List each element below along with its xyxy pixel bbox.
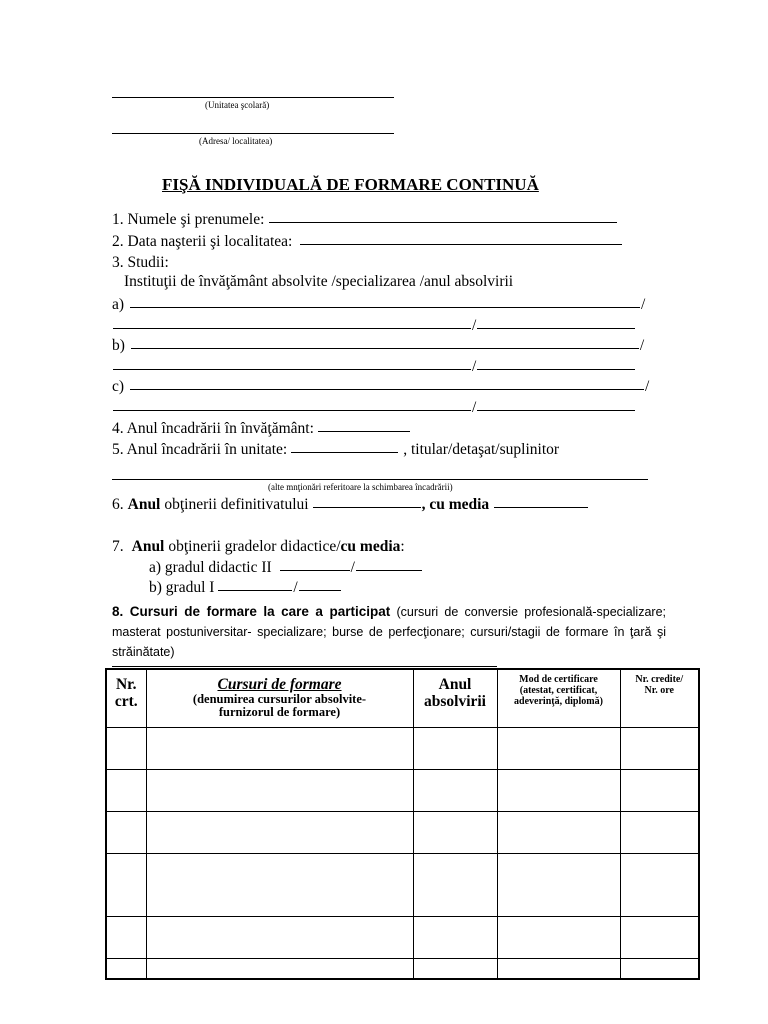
- study-b-input[interactable]: [131, 348, 639, 349]
- institutions-label: Instituţii de învăţământ absolvite /specializarea /anul absolvirii: [124, 273, 514, 290]
- cell-credits[interactable]: [620, 811, 699, 853]
- study-a-second-line: [112, 317, 636, 335]
- col-cert-header: [497, 669, 620, 727]
- grades-number: 7.: [112, 538, 124, 555]
- cell-certification[interactable]: [497, 727, 620, 769]
- grades-field: [112, 538, 405, 556]
- grades-colon: :: [400, 538, 405, 555]
- cell-certification[interactable]: [497, 958, 620, 979]
- hire-unit-field: [112, 441, 559, 459]
- study-a-field: [112, 296, 645, 314]
- hire-unit-input[interactable]: [291, 452, 398, 453]
- col-courses-header: [146, 669, 413, 727]
- cell-credits[interactable]: [620, 958, 699, 979]
- grade1-media-input[interactable]: [299, 590, 341, 591]
- col-cert-subtitle: (atestat, certificat, adeverinţă, diplomă): [514, 685, 603, 707]
- definitive-year-input[interactable]: [313, 507, 421, 508]
- cell-year[interactable]: [413, 958, 497, 979]
- courses-details: (cursuri de conversie profesională-specializare; masterat postuniversitar- specializare; burse de perfecţionare; cursuri/stagii de formare în ţară şi străinătate): [112, 605, 666, 659]
- grades-media-label: cu media: [340, 538, 401, 555]
- cell-credits[interactable]: [620, 727, 699, 769]
- col-nr-label: Nr.: [115, 676, 137, 693]
- cell-year[interactable]: [413, 916, 497, 958]
- birth-input[interactable]: [300, 244, 622, 245]
- hire-note-caption: (alte mnţionări referitoare la schimbarea încadrării): [268, 482, 453, 492]
- cell-course[interactable]: [146, 916, 413, 958]
- study-b-year-input[interactable]: [477, 369, 635, 370]
- study-c-specialization-input[interactable]: [113, 410, 471, 411]
- grades-label: obţinerii gradelor didactice/: [168, 538, 341, 555]
- grades-bold-label: Anul: [131, 538, 165, 555]
- address-line[interactable]: [112, 133, 394, 134]
- study-b-label: b): [112, 337, 125, 354]
- table-row: [106, 853, 699, 916]
- definitive-media-label: , cu media: [421, 496, 490, 513]
- cell-certification[interactable]: [497, 811, 620, 853]
- courses-label: 8. Cursuri de formare la care a participat: [112, 604, 391, 619]
- slash: /: [472, 358, 477, 375]
- col-year-label-1: Anul: [438, 676, 472, 693]
- study-b-field: [112, 337, 644, 355]
- courses-note: [112, 602, 666, 662]
- hire-education-field: [112, 420, 411, 438]
- grade1-year-input[interactable]: [218, 590, 292, 591]
- studies-label: 3. Studii:: [112, 254, 169, 271]
- name-label: 1. Numele şi prenumele:: [112, 211, 265, 228]
- cell-nr[interactable]: [106, 769, 146, 811]
- study-c-field: [112, 378, 649, 396]
- table-row: [106, 916, 699, 958]
- study-a-year-input[interactable]: [477, 328, 635, 329]
- cell-course[interactable]: [146, 811, 413, 853]
- slash: /: [645, 378, 650, 395]
- study-a-specialization-input[interactable]: [113, 328, 471, 329]
- definitive-label: obţinerii definitivatului: [164, 496, 309, 513]
- name-field: [112, 211, 618, 229]
- grade2-field: [149, 559, 423, 577]
- cell-nr[interactable]: [106, 811, 146, 853]
- school-name-line[interactable]: [112, 97, 394, 98]
- table-row: [106, 811, 699, 853]
- grade2-year-input[interactable]: [280, 570, 350, 571]
- name-input[interactable]: [269, 222, 617, 223]
- definitive-field: [112, 496, 589, 514]
- cell-nr[interactable]: [106, 916, 146, 958]
- cell-certification[interactable]: [497, 916, 620, 958]
- col-crt-label: crt.: [114, 693, 138, 710]
- birth-field: [112, 233, 623, 251]
- slash: /: [472, 399, 477, 416]
- hire-education-label: 4. Anul încadrării în învăţământ:: [112, 420, 314, 437]
- col-nr-header: [106, 669, 146, 727]
- hire-education-input[interactable]: [318, 431, 410, 432]
- study-a-input[interactable]: [130, 307, 640, 308]
- page-title: FIŞĂ INDIVIDUALĂ DE FORMARE CONTINUĂ: [162, 175, 539, 194]
- grade2-label: a) gradul didactic II: [149, 559, 272, 576]
- col-courses-subtitle: (denumirea cursurilor absolvite-furnizorul de formare): [192, 692, 367, 719]
- study-a-label: a): [112, 296, 125, 313]
- birth-label: 2. Data naşterii şi localitatea:: [112, 233, 293, 250]
- cell-course[interactable]: [146, 853, 413, 916]
- cell-course[interactable]: [146, 769, 413, 811]
- slash: /: [472, 317, 477, 334]
- hire-unit-status: , titular/detaşat/suplinitor: [403, 441, 560, 458]
- study-c-label: c): [112, 378, 125, 395]
- hire-unit-label: 5. Anul încadrării în unitate:: [112, 441, 288, 458]
- table-row: [106, 958, 699, 979]
- cell-year[interactable]: [413, 811, 497, 853]
- cell-nr[interactable]: [106, 727, 146, 769]
- definitive-number: 6.: [112, 496, 124, 513]
- cell-certification[interactable]: [497, 769, 620, 811]
- col-credits-label: Nr. credite/ Nr. ore: [635, 674, 684, 696]
- col-cert-title: Mod de certificare: [519, 674, 598, 685]
- table-row: [106, 727, 699, 769]
- definitive-bold-label: Anul: [127, 496, 161, 513]
- hire-note-line[interactable]: [112, 479, 648, 480]
- table-header-row: [106, 669, 699, 727]
- address-caption: (Adresa/ localitatea): [199, 136, 273, 146]
- grade2-media-input[interactable]: [356, 570, 422, 571]
- cell-certification[interactable]: [497, 853, 620, 916]
- col-courses-title: Cursuri de formare: [217, 676, 342, 693]
- courses-note-line[interactable]: [112, 666, 497, 667]
- study-c-second-line: [112, 399, 636, 417]
- grade1-label: b) gradul I: [149, 579, 215, 596]
- definitive-media-input[interactable]: [494, 507, 588, 508]
- slash: /: [350, 559, 355, 576]
- cell-nr[interactable]: [106, 853, 146, 916]
- col-year-header: [413, 669, 497, 727]
- slash: /: [293, 579, 298, 596]
- cell-year[interactable]: [413, 727, 497, 769]
- cell-year[interactable]: [413, 853, 497, 916]
- cell-course[interactable]: [146, 958, 413, 979]
- cell-credits[interactable]: [620, 769, 699, 811]
- study-c-year-input[interactable]: [477, 410, 635, 411]
- study-c-input[interactable]: [130, 389, 644, 390]
- col-credits-header: [620, 669, 699, 727]
- col-year-label-2: absolvirii: [423, 693, 486, 710]
- cell-course[interactable]: [146, 727, 413, 769]
- table-row: [106, 769, 699, 811]
- cell-year[interactable]: [413, 769, 497, 811]
- study-b-second-line: [112, 358, 636, 376]
- grade1-field: [149, 579, 342, 597]
- cell-nr[interactable]: [106, 958, 146, 979]
- cell-credits[interactable]: [620, 853, 699, 916]
- study-b-specialization-input[interactable]: [113, 369, 471, 370]
- courses-table: [105, 668, 700, 980]
- slash: /: [639, 337, 645, 354]
- slash: /: [641, 296, 646, 313]
- school-name-caption: (Unitatea şcolară): [205, 100, 270, 110]
- cell-credits[interactable]: [620, 916, 699, 958]
